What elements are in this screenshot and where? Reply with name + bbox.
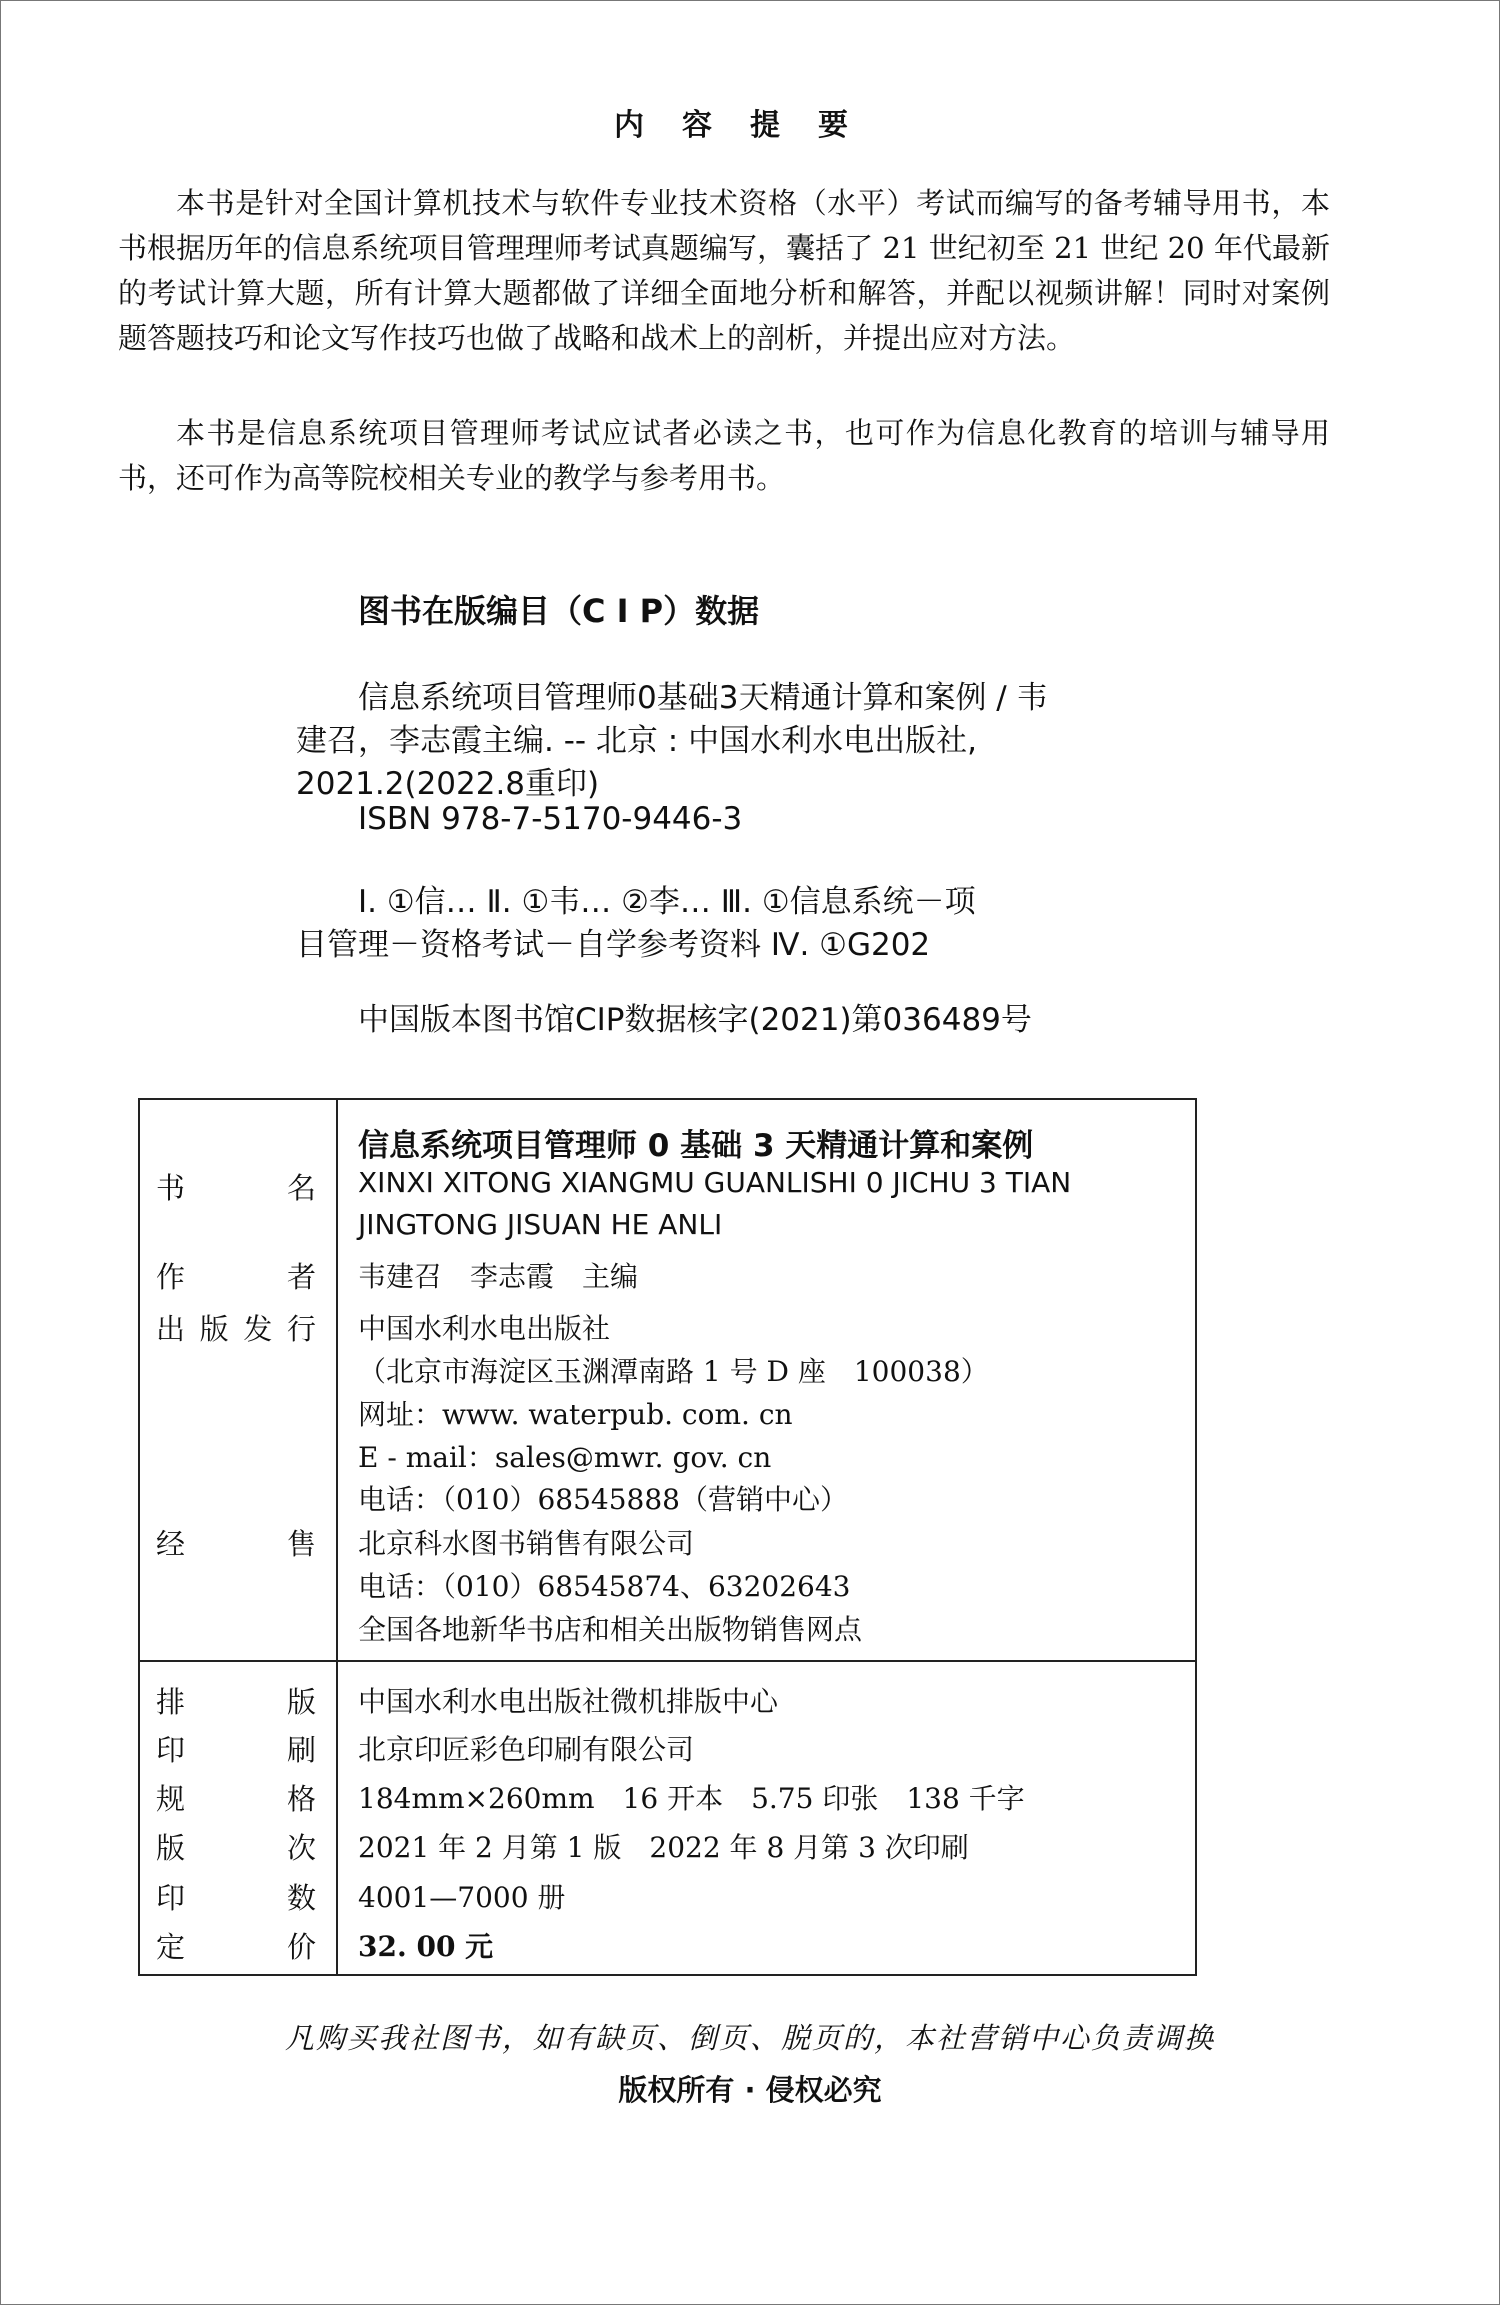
- cip-isbn: ISBN 978-7-5170-9446-3: [358, 801, 743, 837]
- cip-line-2: 建召，李志霞主编. -- 北京 : 中国水利水电出版社,: [296, 723, 977, 759]
- label-publisher: 出 版 发 行: [156, 1312, 316, 1346]
- cip-line-3: 2021.2(2022.8重印): [296, 766, 600, 802]
- replacement-notice: 凡购买我社图书，如有缺页、倒页、脱页的，本社营销中心负责调换: [284, 2021, 1215, 2055]
- price-value: 32. 00 元: [358, 1930, 494, 1963]
- book-title-cn: 信息系统项目管理师 0 基础 3 天精通计算和案例: [358, 1128, 1034, 1164]
- label-distributor: 经 售: [156, 1527, 316, 1561]
- cip-classification-1: Ⅰ. ①信… Ⅱ. ①韦… ②李… Ⅲ. ①信息系统－项: [358, 884, 976, 920]
- cip-line-1: 信息系统项目管理师0基础3天精通计算和案例 / 韦: [358, 680, 1048, 716]
- publisher-phone: 电话：（010）68545888（营销中心）: [358, 1483, 848, 1516]
- edition-value: 2021 年 2 月第 1 版 2022 年 8 月第 3 次印刷: [358, 1831, 969, 1864]
- label-print-run: 印 数: [156, 1881, 316, 1915]
- label-typesetting: 排 版: [156, 1685, 316, 1719]
- publisher-website: 网址：www. waterpub. com. cn: [358, 1398, 793, 1431]
- publisher-name: 中国水利水电出版社: [358, 1312, 611, 1345]
- typesetting-value: 中国水利水电出版社微机排版中心: [358, 1685, 779, 1718]
- printing-value: 北京印匠彩色印刷有限公司: [358, 1733, 695, 1766]
- colophon-row-divider: [138, 1660, 1197, 1662]
- cip-record-number: 中国版本图书馆CIP数据核字(2021)第036489号: [358, 1002, 1032, 1038]
- label-author: 作 者: [156, 1260, 316, 1294]
- author-value: 韦建召 李志霞 主编: [358, 1260, 639, 1293]
- book-title-en-1: XINXI XITONG XIANGMU GUANLISHI 0 JICHU 3 TIAN: [358, 1166, 1072, 1199]
- summary-paragraph-1: 本书是针对全国计算机技术与软件专业技术资格（水平）考试而编写的备考辅导用书，本书根据历年的信息系统项目管理理师考试真题编写，囊括了 21 世纪初至 21 世纪 20 年代最新的考试计算大题，所有计算大题都做了详细全面地分析和解答，并配以视频讲解！同时对案例题答题技巧和论文写作技巧也做了战略和战术上的剖析，并提出应对方法。: [118, 186, 1330, 355]
- distributor-name: 北京科水图书销售有限公司: [358, 1527, 695, 1560]
- distributor-network: 全国各地新华书店和相关出版物销售网点: [358, 1613, 863, 1646]
- cip-classification-2: 目管理－资格考试－自学参考资料 Ⅳ. ①G202: [296, 927, 931, 963]
- label-printing: 印 刷: [156, 1733, 316, 1767]
- label-book-name: 书 名: [156, 1171, 316, 1205]
- publisher-address: （北京市海淀区玉渊潭南路 1 号 D 座 100038）: [358, 1355, 989, 1388]
- print-run-value: 4001—7000 册: [358, 1881, 566, 1914]
- label-spec: 规 格: [156, 1782, 316, 1816]
- colophon-column-divider: [336, 1098, 338, 1976]
- summary-heading: 内容提要: [614, 108, 886, 143]
- summary-paragraph-2: 本书是信息系统项目管理师考试应试者必读之书，也可作为信息化教育的培训与辅导用书，还可作为高等院校相关专业的教学与参考用书。: [118, 416, 1330, 495]
- label-price: 定 价: [156, 1930, 316, 1964]
- label-edition: 版 次: [156, 1831, 316, 1865]
- publisher-email: E - mail：sales@mwr. gov. cn: [358, 1441, 772, 1474]
- book-title-en-2: JINGTONG JISUAN HE ANLI: [358, 1208, 723, 1241]
- copyright-notice: 版权所有 · 侵权必究: [618, 2073, 882, 2107]
- cip-heading: 图书在版编目（C I P）数据: [358, 592, 760, 630]
- spec-value: 184mm×260mm 16 开本 5.75 印张 138 千字: [358, 1782, 1025, 1815]
- distributor-phone: 电话：（010）68545874、63202643: [358, 1570, 851, 1603]
